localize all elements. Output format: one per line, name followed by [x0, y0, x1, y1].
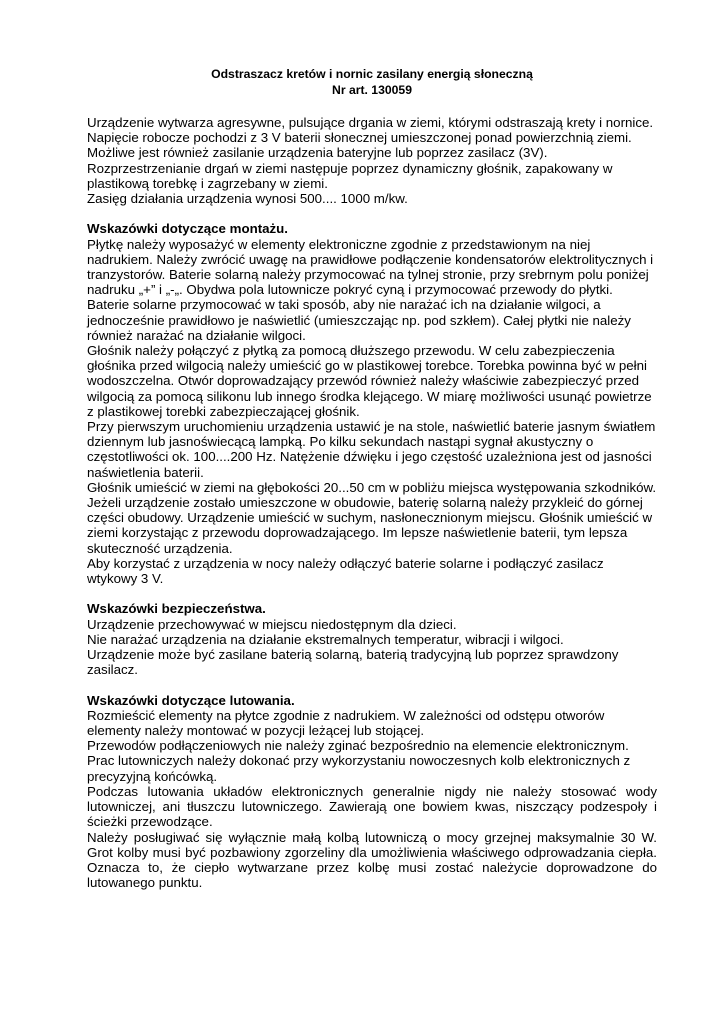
soldering-paragraph: Należy posługiwać się wyłącznie małą kolbą lutowniczą o mocy grzejnej maksymalnie 30 W. Grot kolby musi być pozbawiony zgorzeliny dla umożliwienia właściwego odprowadzania ciepła. Oznacza to, że ciepło wytwarzane przez kolbę musi zostać należycie doprowadzone do lutowanego punktu. [87, 829, 657, 891]
soldering-paragraph: Prac lutowniczych należy dokonać przy wykorzystaniu nowoczesnych kolb elektronicznych z precyzyjną końcówką. [87, 753, 631, 784]
montage-section [87, 221, 657, 586]
safety-paragraph: Urządzenie może być zasilane baterią solarną, baterią tradycyjną lub poprzez sprawdzony zasilacz. [87, 647, 619, 678]
soldering-heading: Wskazówki dotyczące lutowania. [87, 692, 295, 708]
montage-heading: Wskazówki dotyczące montażu. [87, 221, 288, 237]
soldering-paragraph: Przewodów podłączeniowych nie należy zginać bezpośrednio na elemencie elektronicznym. [87, 738, 629, 754]
document-body [87, 115, 657, 890]
intro-paragraph: Rozprzestrzenianie drgań w ziemi następuje poprzez dynamiczny głośnik, zapakowany w plastikową torebkę i zagrzebany w ziemi. [87, 160, 613, 191]
intro-paragraph: Napięcie robocze pochodzi z 3 V baterii słonecznej umieszczonej ponad powierzchnią ziemi. [87, 130, 632, 146]
soldering-paragraph: Podczas lutowania układów elektronicznych generalnie nigdy nie należy stosować wody lutowniczej, ani tłuszczu lutowniczego. Zawierają one bowiem kwas, niszczący podzespoły i ścieżki przewodzące. [87, 783, 657, 830]
soldering-section [87, 693, 657, 891]
document-title [87, 66, 657, 98]
intro-paragraph: Możliwe jest również zasilanie urządzenia bateryjne lub poprzez zasilacz (3V). [87, 145, 548, 161]
title-line-2: Nr art. 130059 [332, 83, 412, 97]
intro-section [87, 115, 657, 206]
document-page [87, 66, 657, 890]
soldering-paragraph: Rozmieścić elementy na płytce zgodnie z nadrukiem. W zależności od odstępu otworów elementy należy montować w pozycji leżącej lub stojącej. [87, 707, 605, 739]
safety-paragraph: Urządzenie przechowywać w miejscu niedostępnym dla dzieci. [87, 616, 457, 632]
montage-paragraph: Jeżeli urządzenie zostało umieszczone w obudowie, baterię solarną należy przykleić do górnej części obudowy. Urządzenie umieścić w suchym, nasłonecznionym miejscu. Głośnik umieścić w ziemi korzystając z przewodu doprowadzającego. Im lepsze naświetlenie baterii, tym lepsza skuteczność urządzenia. [87, 495, 653, 556]
intro-paragraph: Urządzenie wytwarza agresywne, pulsujące drgania w ziemi, którymi odstraszają krety i nornice. [87, 115, 654, 130]
title-line-1: Odstraszacz kretów i nornic zasilany energią słoneczną [211, 67, 533, 81]
safety-paragraph: Nie narażać urządzenia na działanie ekstremalnych temperatur, wibracji i wilgoci. [87, 631, 564, 647]
montage-paragraph: Aby korzystać z urządzenia w nocy należy odłączyć baterie solarne i podłączyć zasilacz wtykowy 3 V. [87, 555, 604, 587]
montage-paragraph: Przy pierwszym uruchomieniu urządzenia ustawić je na stole, naświetlić baterie jasnym światłem dziennym lub jasnoświecącą lampką. Po kilku sekundach nastąpi sygnał akustyczny o częstotliwości ok. 100....200 Hz. Natężenie dźwięku i jego częstość uzależniona jest od jasności naświetlenia baterii. [87, 419, 656, 480]
intro-paragraph: Zasięg działania urządzenia wynosi 500.... 1000 m/kw. [87, 191, 408, 207]
montage-paragraph: Głośnik umieścić w ziemi na głębokości 20...50 cm w pobliżu miejsca występowania szkodników. [87, 479, 657, 495]
safety-heading: Wskazówki bezpieczeństwa. [87, 601, 266, 617]
montage-paragraph: Płytkę należy wyposażyć w elementy elektroniczne zgodnie z przedstawionym na niej nadrukiem. Należy zwrócić uwagę na prawidłowe podłączenie kondensatorów elektrolitycznych i tranzystorów. Baterie solarną należy przymocować na tylnej stronie, przy srebrnym polu poniżej nadruku „+” i „-„. Obydwa pola lutownicze pokryć cyną i przymocować przewody do płytki. Baterie solarne przymocować w taki sposób, aby nie narażać ich na działanie wilgoci, a jednocześnie prawidłowo je naświetlić (umieszczając np. pod szkłem). Całej płytki nie należy również narażać na działanie wilgoci. [87, 236, 654, 343]
montage-paragraph: Głośnik należy połączyć z płytką za pomocą dłuższego przewodu. W celu zabezpieczenia głośnika przed wilgocią należy umieścić go w plastikowej torebce. Torebka powinna być w pełni wodoszczelna. Otwór doprowadzający przewód również należy właściwie zabezpieczyć przed wilgocią za pomocą silikonu lub innego środka klejącego. W miarę możliwości usunąć powietrze z plastikowej torebki zabezpieczającej głośnik. [87, 343, 652, 419]
safety-section [87, 601, 657, 677]
